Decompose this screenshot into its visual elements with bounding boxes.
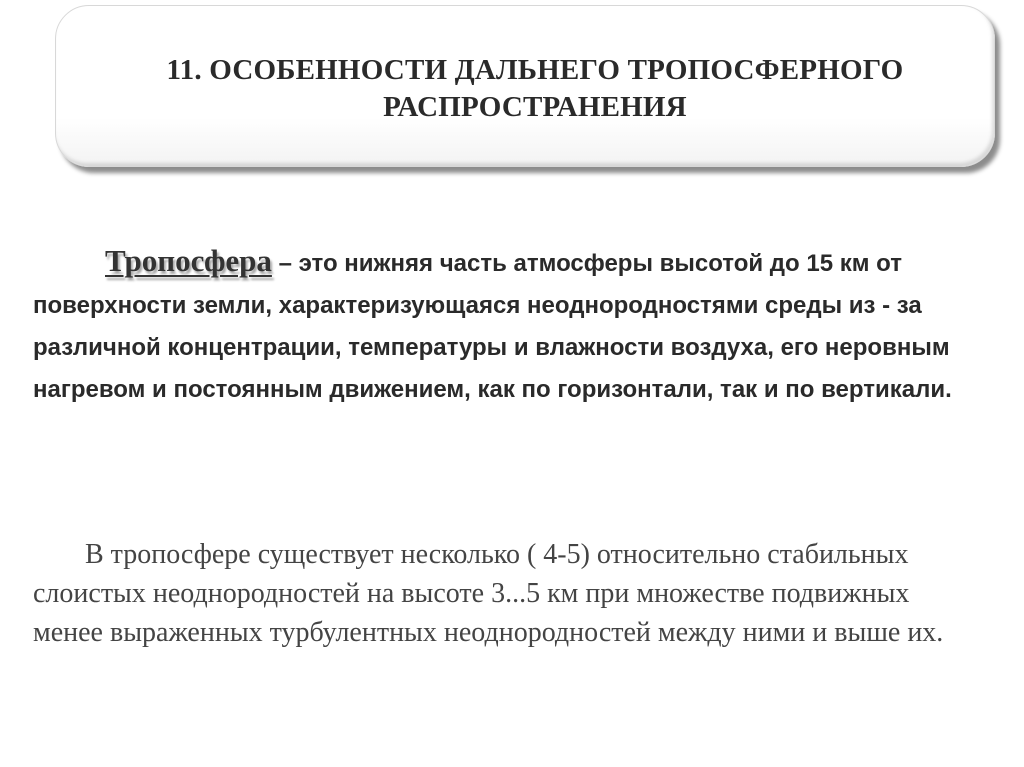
definition-paragraph [33, 240, 963, 411]
title-box [55, 5, 995, 167]
title-line-2: РАСПРОСТРАНЕНИЯ [383, 91, 687, 123]
definition-term: Тропосфера [105, 243, 272, 278]
slide-title [56, 52, 994, 126]
definition-text: – это нижняя часть атмосферы высотой до 15 км от поверхности земли, характеризующаяся неоднородностями среды из - за различной концентрации, температуры и влажности воздуха, его неровным нагревом и постоянным движением, как по горизонтали, так и по вертикали. [33, 250, 952, 403]
description-text: В тропосфере существует несколько ( 4-5) относительно стабильных слоистых неоднородностей на высоте 3...5 км при множестве подвижных менее выраженных турбулентных неоднородностей между ними и выше их. [33, 539, 944, 648]
description-paragraph [33, 535, 963, 652]
title-line-1: 11. ОСОБЕННОСТИ ДАЛЬНЕГО ТРОПОСФЕРНОГО [166, 54, 904, 86]
